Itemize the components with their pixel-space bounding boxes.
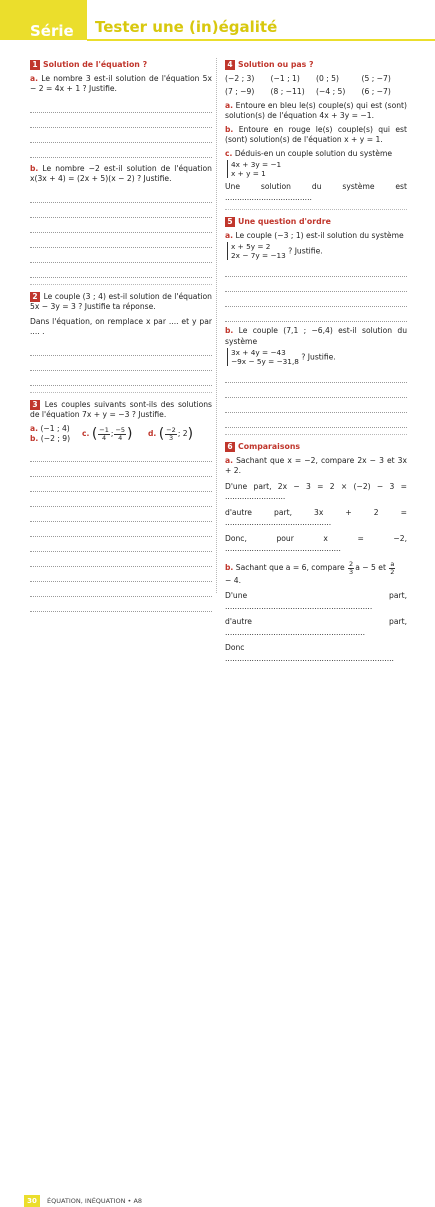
numerator: a — [390, 559, 395, 568]
item-text: Sachant que a = 6, compare — [235, 562, 345, 572]
exercise-1b — [30, 164, 212, 185]
exercise-number: 1 — [30, 60, 40, 70]
answer-line[interactable] — [30, 113, 212, 128]
left-column — [30, 60, 212, 612]
pairs-row — [225, 87, 407, 98]
answer-line[interactable] — [225, 383, 407, 398]
denominator: 2 — [390, 567, 395, 576]
answer-line[interactable] — [30, 341, 212, 356]
item-label: b. — [30, 163, 39, 173]
item-label: d. — [148, 428, 157, 438]
exercise-1a — [30, 74, 212, 95]
item-text: Le nombre −2 est-il solution de l'équation x(3x + 4) = (2x + 5)(x − 2) ? Justifie. — [30, 163, 212, 183]
exercise-1-heading — [30, 60, 212, 71]
item-text: Entoure en bleu le(s) couple(s) qui est (sont) solution(s) de l'équation 4x + 3y = −1. — [225, 100, 407, 120]
answer-line[interactable] — [225, 262, 407, 277]
exercise-title: Comparaisons — [238, 442, 301, 451]
item-label: b. — [225, 562, 234, 572]
answer-prompt[interactable]: Donc, pour x = −2, ................................................ — [225, 533, 407, 553]
separator — [30, 392, 212, 393]
answer-line[interactable] — [30, 507, 212, 522]
answer-line[interactable] — [30, 143, 212, 158]
numerator: −2 — [166, 425, 176, 434]
separator — [225, 209, 407, 210]
exercise-2 — [30, 292, 212, 386]
exercise-6b — [225, 561, 407, 587]
pair-item[interactable]: (−1 ; 1) — [270, 73, 300, 83]
couple-c: c. ( $\frac{-1}{4}$ ; $\frac{-5}{4}$ ) — [82, 425, 133, 442]
equation: −9x − 5y = −31,8 — [231, 357, 299, 366]
exercise-number: 2 — [30, 292, 40, 302]
denominator: 4 — [102, 433, 107, 442]
answer-line[interactable] — [30, 128, 212, 143]
hint: Dans l'équation, on remplace x par .... et y par .... . — [30, 316, 212, 336]
right-column — [225, 60, 407, 667]
equation: x + y = 1 — [231, 169, 266, 178]
pair-item[interactable]: (8 ; −11) — [270, 87, 305, 96]
pairs-row — [225, 74, 407, 85]
pair-item[interactable]: (0 ; 5) — [316, 73, 339, 83]
equation: x + 5y = 2 — [231, 242, 271, 251]
item-label: b. — [225, 124, 234, 134]
item-text: ? Justifie. — [288, 246, 323, 256]
answer-line[interactable] — [225, 413, 407, 428]
footer-text: ÉQUATION, INÉQUATION • A8 — [47, 1197, 143, 1205]
answer-line[interactable] — [30, 233, 212, 248]
exercise-6-heading — [225, 442, 407, 453]
answer-line[interactable] — [30, 537, 212, 552]
answer-line[interactable] — [30, 567, 212, 582]
item-label: a. — [225, 100, 234, 110]
denominator: 3 — [168, 433, 174, 442]
header-rule — [87, 39, 435, 41]
equation-system — [227, 348, 299, 366]
answer-line[interactable] — [30, 188, 212, 203]
item-text: − 4. — [225, 575, 242, 585]
answer-line[interactable] — [225, 398, 407, 413]
series-tab — [0, 0, 87, 58]
answer-prompt[interactable]: d'autre part, 3x + 2 = ............................................ — [225, 507, 407, 527]
item-text: Sachant que x = −2, compare 2x − 3 et 3x + 2. — [225, 455, 407, 475]
exercise-1 — [30, 60, 212, 278]
equation: 2x − 7y = −13 — [231, 251, 286, 260]
item-label: b. — [225, 326, 234, 335]
item-text: Le couple (−3 ; 1) est-il solution du système — [235, 230, 404, 240]
couple-rest: ; 2 — [177, 428, 188, 438]
couple-value: (−1 ; 4) — [40, 423, 70, 433]
exercise-title: Solution de l'équation ? — [43, 60, 148, 69]
answer-line[interactable] — [225, 368, 407, 383]
answer-prompt[interactable]: D'une part, 2x − 3 = 2 × (−2) − 3 = ......................... — [225, 481, 407, 501]
equation-system — [227, 160, 281, 178]
item-label: c. — [82, 428, 90, 438]
pair-item[interactable]: (6 ; −7) — [361, 87, 391, 96]
answer-line[interactable] — [30, 218, 212, 233]
separator — [225, 434, 407, 435]
exercise-number: 3 — [30, 400, 40, 410]
pair-item[interactable]: (−4 ; 5) — [316, 87, 346, 96]
answer-line[interactable] — [30, 263, 212, 278]
exercise-6 — [225, 442, 407, 664]
item-label: b. — [30, 434, 39, 443]
pair-item[interactable]: (−2 ; 3) — [225, 73, 255, 83]
answer-line[interactable] — [30, 462, 212, 477]
item-text: Le couple (7,1 ; −6,4) est-il solution du système — [225, 326, 408, 346]
pair-item[interactable]: (7 ; −9) — [225, 87, 255, 96]
item-text: Le nombre 3 est-il solution de l'équation 5x − 2 = 4x + 1 ? Justifie. — [30, 73, 212, 93]
page-title: Tester une (in)égalité — [95, 18, 278, 36]
page-number: 30 — [24, 1195, 40, 1207]
numerator: −1 — [99, 425, 109, 434]
answer-prompt[interactable]: Une solution du système est .................................... — [225, 182, 407, 202]
answer-line[interactable] — [225, 277, 407, 292]
item-label: c. — [225, 148, 233, 158]
pair-item[interactable]: (5 ; −7) — [361, 73, 391, 83]
exercise-number: 4 — [225, 60, 235, 70]
item-text: Les couples suivants sont-ils des solutions de l'équation 7x + y = −3 ? Justifie. — [30, 399, 213, 419]
answer-line[interactable] — [225, 307, 407, 322]
exercise-5-heading — [225, 217, 407, 228]
item-text: ? Justifie. — [301, 352, 336, 362]
exercise-5 — [225, 217, 407, 428]
answer-prompt[interactable]: d'autre part, .......................................................... — [225, 617, 407, 637]
exercise-3 — [30, 400, 212, 612]
item-label: a. — [30, 73, 39, 83]
exercise-number: 6 — [225, 442, 235, 452]
exercise-title: Solution ou pas ? — [238, 60, 314, 69]
item-label: a. — [225, 455, 234, 465]
couple-d: d. ( $\frac{-2}{3}$ ; 2 ) — [148, 425, 194, 442]
item-label: a. — [225, 230, 234, 240]
page-header — [0, 0, 435, 58]
equation: 4x + 3y = −1 — [231, 160, 282, 169]
equation: 3x + 4y = −43 — [231, 348, 286, 357]
item-text: a − 5 et — [355, 562, 386, 572]
exercise-4 — [225, 60, 407, 203]
answer-line[interactable] — [30, 356, 212, 371]
answer-line[interactable] — [30, 98, 212, 113]
numerator: 2 — [349, 559, 354, 568]
answer-line[interactable] — [30, 371, 212, 386]
answer-line[interactable] — [225, 292, 407, 307]
answer-line[interactable] — [30, 492, 212, 507]
separator — [30, 284, 212, 285]
denominator: 4 — [118, 433, 123, 442]
couple-value: (−2 ; 9) — [40, 434, 71, 443]
series-label: Série 1 — [30, 22, 74, 58]
answer-line[interactable] — [30, 248, 212, 263]
answer-line[interactable] — [30, 552, 212, 567]
answer-line[interactable] — [30, 203, 212, 218]
exercise-number: 5 — [225, 217, 235, 227]
numerator: −5 — [115, 425, 126, 434]
column-divider — [216, 58, 218, 593]
equation-system — [227, 242, 286, 260]
item-text: Déduis-en un couple solution du système — [234, 148, 393, 158]
answer-prompt[interactable]: D'une part, ............................................................. — [225, 591, 407, 611]
exercise-title: Une question d'ordre — [238, 217, 331, 226]
denominator: 3 — [349, 567, 354, 576]
exercise-4-heading — [225, 60, 407, 71]
answer-line[interactable] — [30, 447, 212, 462]
item-text: Entoure en rouge le(s) couple(s) qui est (sont) solution(s) de l'équation x + y = 1. — [225, 124, 407, 144]
item-text: Le couple (3 ; 4) est-il solution de l'équation 5x − 3y = 3 ? Justifie ta réponse. — [30, 291, 212, 311]
answer-line[interactable] — [30, 522, 212, 537]
answer-line[interactable] — [30, 477, 212, 492]
item-label: a. — [30, 423, 39, 433]
answer-prompt[interactable]: Donc ...................................................................... — [225, 643, 394, 663]
